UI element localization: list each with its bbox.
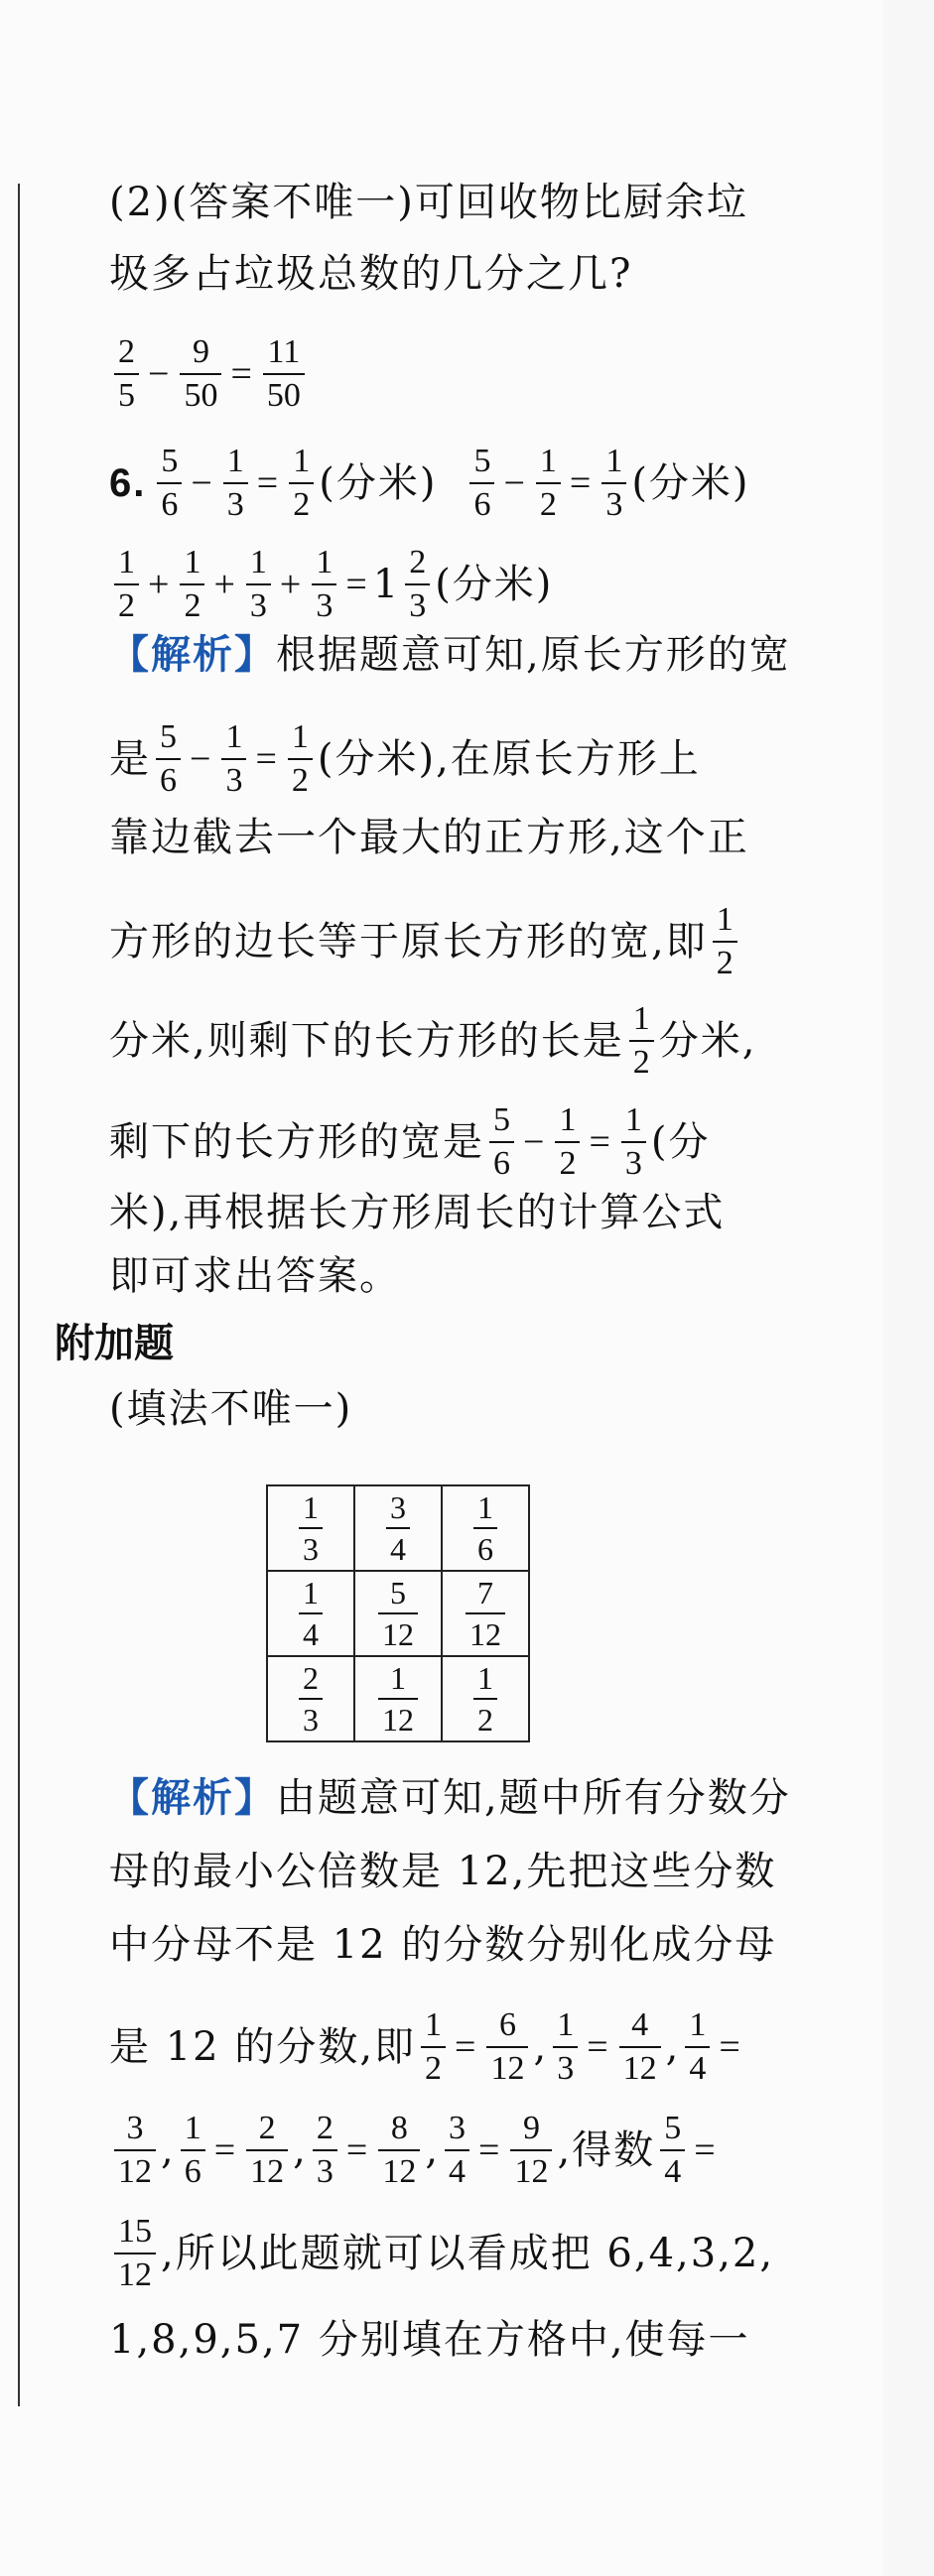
analysis1-line5: 分米,则剩下的长方形的长是 $\frac{1}{2}$ 分米, bbox=[109, 1000, 757, 1081]
fraction: $\frac{8}{12}$ bbox=[378, 2112, 420, 2189]
fraction: $\frac{1}{2}$ bbox=[421, 2008, 446, 2086]
grid-cell bbox=[442, 1656, 529, 1741]
part2-line2: 圾多占垃圾总数的几分之几? bbox=[109, 251, 633, 297]
grid-cell bbox=[442, 1485, 529, 1571]
fraction: $\frac{5}{6}$ bbox=[469, 445, 494, 522]
fraction: $\frac{1}{2}$ bbox=[289, 445, 314, 522]
fraction: $\frac{7}{12}$ bbox=[466, 1577, 505, 1650]
extra-note: (填法不唯一) bbox=[109, 1386, 353, 1432]
fraction: $\frac{5}{6}$ bbox=[156, 720, 181, 798]
fraction: $\frac{1}{4}$ bbox=[299, 1577, 323, 1650]
fraction: $\frac{1}{2}$ bbox=[114, 546, 139, 623]
fraction: $\frac{1}{2}$ bbox=[713, 903, 737, 980]
fraction: $\frac{1}{3}$ bbox=[553, 2008, 578, 2086]
fraction: $\frac{9}{12}$ bbox=[510, 2112, 552, 2189]
fraction: $\frac{3}{4}$ bbox=[386, 1491, 410, 1565]
fraction: $\frac{1}{3}$ bbox=[621, 1103, 646, 1181]
analysis2-line6: $\frac{15}{12}$ ,所以此题就可以看成把 6,4,3,2, bbox=[109, 2215, 774, 2292]
fraction: $\frac{1}{3}$ bbox=[601, 445, 626, 522]
grid-cell bbox=[267, 1485, 354, 1571]
fraction: $\frac{1}{2}$ bbox=[473, 1662, 497, 1736]
fraction: $\frac{4}{12}$ bbox=[619, 2008, 661, 2086]
fraction: $\frac{3}{4}$ bbox=[445, 2112, 469, 2189]
fraction: $\frac{1}{2}$ bbox=[555, 1103, 580, 1181]
fraction: $\frac{1}{2}$ bbox=[180, 546, 204, 623]
fraction: $\frac{3}{12}$ bbox=[114, 2112, 156, 2189]
fraction: $\frac{1}{2}$ bbox=[536, 445, 561, 522]
fraction: $\frac{15}{12}$ bbox=[114, 2215, 156, 2292]
analysis2-line1: 【解析】 由题意可知,题中所有分数分 bbox=[109, 1775, 791, 1821]
part2-line1: (2)(答案不唯一)可回收物比厨余垃 bbox=[109, 180, 748, 225]
equation-part2: $\frac{2}{5}$ − $\frac{9}{50}$ = $\frac{11}{50}$ bbox=[109, 335, 310, 413]
analysis1-line6: 剩下的长方形的宽是 $\frac{5}{6}$ − $\frac{1}{2}$ = $\frac{1}{3}$ (分 bbox=[109, 1101, 711, 1182]
fraction: $\frac{1}{2}$ bbox=[288, 720, 313, 798]
fraction: $\frac{1}{3}$ bbox=[221, 720, 246, 798]
grid-cell bbox=[354, 1656, 442, 1741]
extra-heading: 附加题 bbox=[55, 1321, 174, 1366]
analysis1-line2: 是 $\frac{5}{6}$ − $\frac{1}{3}$ = $\frac{1}{2}$ (分米),在原长方形上 bbox=[109, 718, 701, 799]
question-number: 6. bbox=[109, 461, 147, 505]
q6-sum: $\frac{1}{2}$ + $\frac{1}{2}$ + $\frac{1}{3}$ + $\frac{1}{3}$ = 1 $\frac{2}{3}$ (分米) bbox=[109, 546, 553, 623]
q6-equations: 6. $\frac{5}{6}$ − $\frac{1}{3}$ = $\frac{1}{2}$ (分米) $\frac{5}{6}$ − $\frac{1}{2}$ = $\frac{1}{3}$ (分米) bbox=[109, 443, 750, 523]
fraction: $\frac{1}{6}$ bbox=[473, 1491, 497, 1565]
analysis1-line1: 【解析】 根据题意可知,原长方形的宽 bbox=[109, 632, 791, 678]
margin-rule bbox=[18, 184, 20, 2406]
analysis2-line2: 母的最小公倍数是 12,先把这些分数 bbox=[109, 1849, 777, 1894]
analysis1-line4: 方形的边长等于原长方形的宽,即 $\frac{1}{2}$ bbox=[109, 903, 742, 980]
analysis-tag: 【解析】 bbox=[109, 632, 276, 678]
analysis2-line4: 是 12 的分数,即 $\frac{1}{2}$ = $\frac{6}{12}$ , $\frac{1}{3}$ = $\frac{4}{12}$ , $\frac{1}{4}$ = bbox=[109, 2006, 742, 2087]
fraction: $\frac{2}{3}$ bbox=[313, 2112, 337, 2189]
fraction: $\frac{9}{50}$ bbox=[180, 335, 221, 413]
analysis2-line7: 1,8,9,5,7 分别填在方格中,使每一 bbox=[109, 2317, 750, 2363]
analysis2-line5: $\frac{3}{12}$ , $\frac{1}{6}$ = $\frac{2}{12}$ , $\frac{2}{3}$ = $\frac{8}{12}$ , $\frac{3}{4}$ = $\frac{9}{12}$ ,得数 $\frac{5}{4}$ = bbox=[109, 2112, 722, 2189]
fraction: $\frac{2}{3}$ bbox=[405, 546, 430, 623]
fraction: $\frac{1}{3}$ bbox=[312, 546, 336, 623]
fraction: $\frac{1}{6}$ bbox=[181, 2112, 205, 2189]
fraction: $\frac{2}{12}$ bbox=[246, 2112, 288, 2189]
fraction: $\frac{1}{12}$ bbox=[378, 1662, 418, 1736]
fraction: $\frac{5}{4}$ bbox=[660, 2112, 685, 2189]
fraction: $\frac{5}{6}$ bbox=[489, 1103, 514, 1181]
grid-cell bbox=[267, 1571, 354, 1656]
fraction: $\frac{5}{6}$ bbox=[157, 445, 182, 522]
analysis1-line7: 米),再根据长方形周长的计算公式 bbox=[109, 1190, 726, 1235]
fraction: $\frac{1}{3}$ bbox=[223, 445, 248, 522]
magic-square-grid bbox=[266, 1484, 530, 1742]
analysis-tag: 【解析】 bbox=[109, 1775, 276, 1821]
fraction: $\frac{1}{4}$ bbox=[685, 2008, 710, 2086]
fraction: $\frac{6}{12}$ bbox=[486, 2008, 528, 2086]
fraction: $\frac{11}{50}$ bbox=[263, 335, 305, 413]
grid-cell bbox=[354, 1571, 442, 1656]
analysis1-line3: 靠边截去一个最大的正方形,这个正 bbox=[109, 815, 749, 860]
fraction: $\frac{1}{2}$ bbox=[629, 1002, 654, 1080]
fraction: $\frac{1}{3}$ bbox=[246, 546, 271, 623]
grid-cell bbox=[442, 1571, 529, 1656]
grid-cell bbox=[354, 1485, 442, 1571]
fraction: $\frac{2}{3}$ bbox=[299, 1662, 323, 1736]
fraction: $\frac{1}{3}$ bbox=[299, 1491, 323, 1565]
analysis2-line3: 中分母不是 12 的分数分别化成分母 bbox=[109, 1922, 777, 1968]
fraction: $\frac{2}{5}$ bbox=[114, 335, 139, 413]
analysis1-line8: 即可求出答案。 bbox=[109, 1253, 401, 1299]
fraction: $\frac{5}{12}$ bbox=[378, 1577, 418, 1650]
grid-cell bbox=[267, 1656, 354, 1741]
